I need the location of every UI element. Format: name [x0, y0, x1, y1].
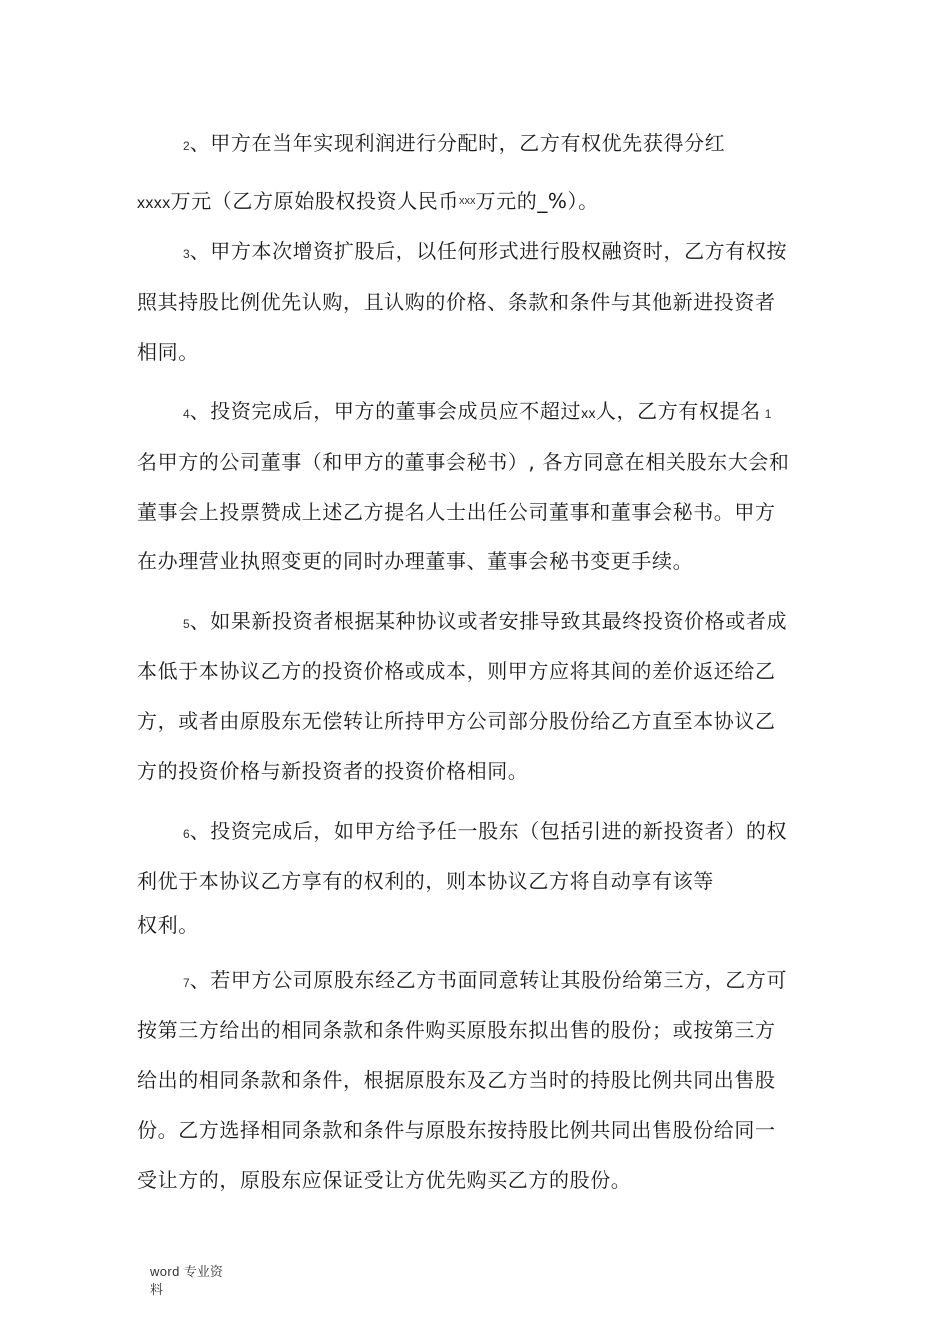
- clause-number: 4: [183, 407, 190, 421]
- paragraph-4-line-1: [183, 397, 873, 428]
- text: 、甲方在当年实现利润进行分配时，乙方有权优先获得分红: [189, 131, 726, 155]
- text: 万元的_%）。: [475, 189, 599, 213]
- paragraph-5-line-2: 本低于本协议乙方的投资价格或成本，则甲方应将其间的差价返还给乙: [137, 659, 776, 683]
- clause-number: 7: [183, 976, 190, 990]
- clause-number: 3: [183, 247, 190, 261]
- paragraph-5-line-4: 方的投资价格与新投资者的投资价格相同。: [137, 759, 529, 783]
- paragraph-3-line-3: 相同。: [137, 340, 199, 364]
- text: 、投资完成后，如甲方给予任一股东（包括引进的新投资者）的权: [189, 819, 788, 843]
- amount-placeholder: xxx: [459, 195, 476, 207]
- text: 、如果新投资者根据某种协议或者安排导致其最终投资价格或者成: [189, 609, 788, 633]
- paragraph-7-line-3: 给出的相同条款和条件，根据原股东及乙方当时的持股比例共同出售股: [137, 1068, 776, 1092]
- text: 、投资完成后，甲方的董事会成员应不超过: [189, 399, 582, 423]
- paragraph-6-line-1: [183, 817, 873, 848]
- paragraph-6-line-3: 权利。: [137, 913, 199, 937]
- text: 、甲方本次增资扩股后，以任何形式进行股权融资时，乙方有权按: [189, 239, 788, 263]
- count-placeholder: xx: [581, 405, 596, 421]
- text: 万元（乙方原始股权投资人民币: [170, 189, 460, 213]
- paragraph-7-line-5: 受让方的，原股东应保证受让方优先购买乙方的股份。: [137, 1168, 632, 1192]
- paragraph-4-line-2: 名甲方的公司董事（和甲方的董事会秘书）, 各方同意在相关股东大会和: [137, 450, 790, 474]
- amount-placeholder: xxxx: [137, 195, 171, 212]
- paragraph-4-line-3: 董事会上投票赞成上述乙方提名人士出任公司董事和董事会秘书。甲方: [137, 500, 776, 524]
- paragraph-7-line-2: 按第三方给出的相同条款和条件购买原股东拟出售的股份；或按第三方: [137, 1018, 776, 1042]
- paragraph-3-line-2: 照其持股比例优先认购，且认购的价格、条款和条件与其他新进投资者: [137, 290, 776, 314]
- footer-text: 专业资: [179, 1265, 223, 1280]
- footer-word: word: [150, 1264, 180, 1279]
- paragraph-4-line-4: 在办理营业执照变更的同时办理董事、董事会秘书变更手续。: [137, 549, 694, 573]
- paragraph-5-line-3: 方，或者由原股东无偿转让所持甲方公司部分股份给乙方直至本协议乙: [137, 709, 776, 733]
- clause-number: 2: [183, 139, 190, 153]
- paragraph-6-line-2: 利优于本协议乙方享有的权利的，则本协议乙方将自动享有该等: [137, 869, 714, 893]
- clause-number: 5: [183, 617, 190, 631]
- text: 人，乙方有权提名: [595, 399, 761, 423]
- text: 、若甲方公司原股东经乙方书面同意转让其股份给第三方，乙方可: [189, 968, 788, 992]
- paragraph-5-line-1: [183, 607, 873, 638]
- paragraph-2-line-1: [183, 129, 873, 160]
- paragraph-7-line-4: 份。乙方选择相同条款和条件与原股东按持股比例共同出售股份给同一: [137, 1118, 776, 1142]
- footer-line-2: 料: [150, 1283, 164, 1298]
- paragraph-7-line-1: [183, 966, 873, 997]
- nominee-count: 1: [764, 407, 772, 421]
- page-footer: [150, 1263, 223, 1300]
- clause-number: 6: [183, 827, 190, 841]
- footer-line-1: [150, 1263, 223, 1282]
- paragraph-3-line-1: [183, 237, 873, 268]
- paragraph-2-line-2: [137, 187, 827, 218]
